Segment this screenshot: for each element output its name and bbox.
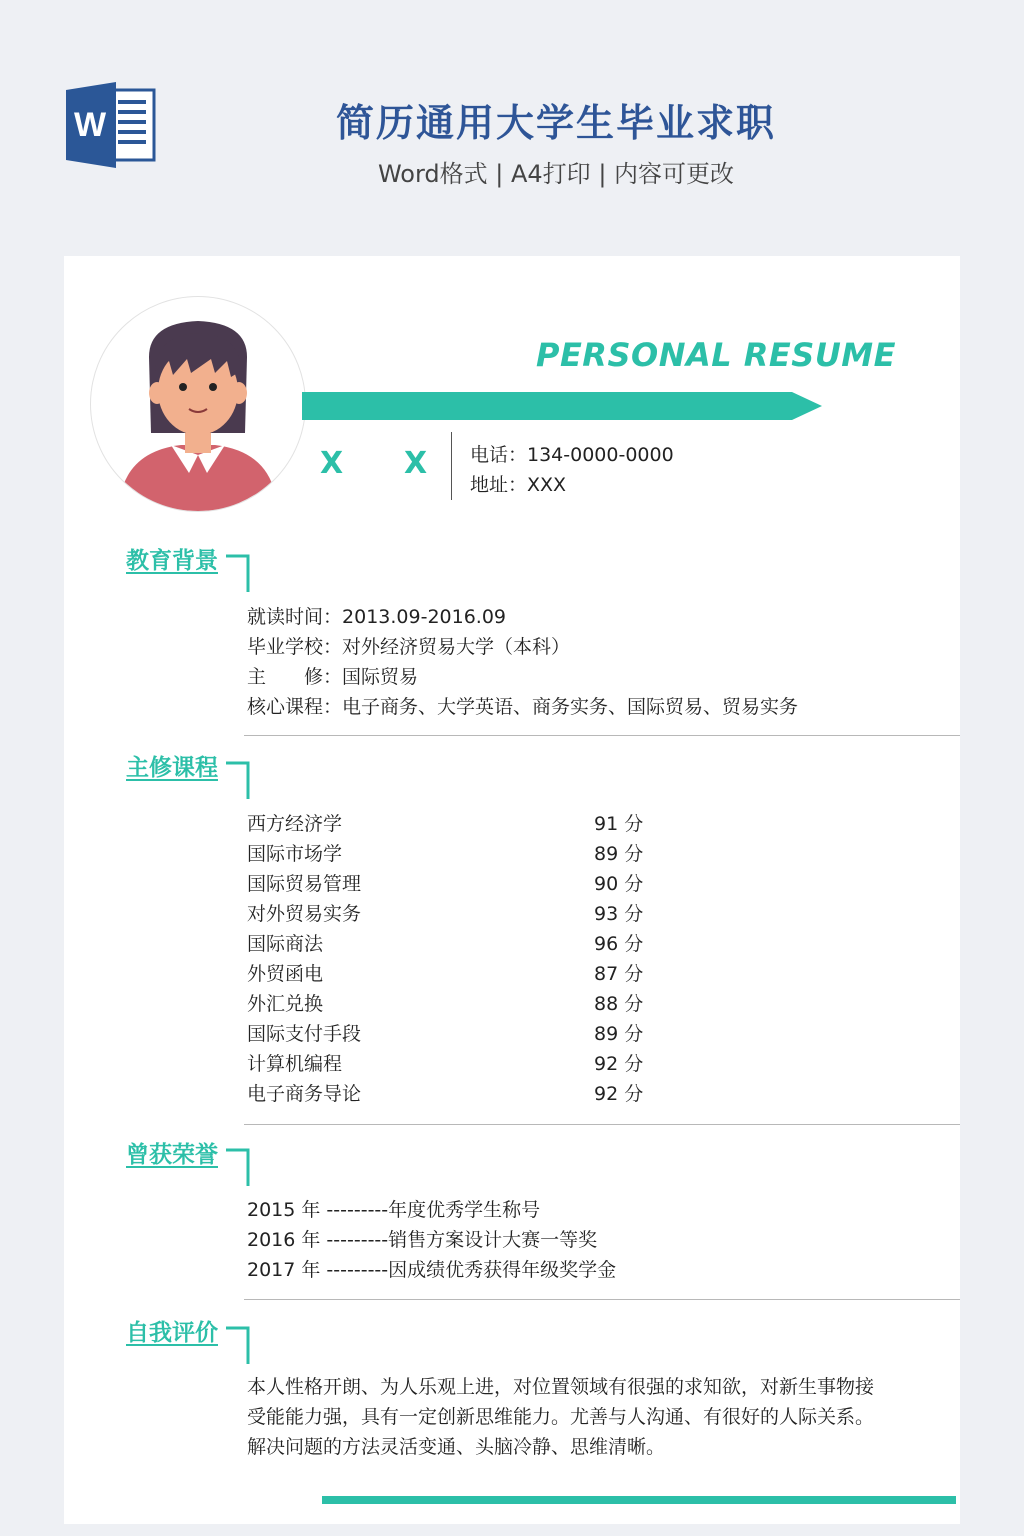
- edu-line: [247, 662, 418, 689]
- course-name: 国际贸易管理: [247, 873, 362, 895]
- avatar-girl-icon: [91, 297, 305, 511]
- course-score: 87 分: [594, 963, 644, 985]
- edu-value: 2013.09-2016.09: [342, 606, 507, 628]
- word-icon-letter: W: [73, 106, 107, 144]
- name-divider: [451, 432, 452, 500]
- edu-line: [247, 602, 506, 629]
- section-title-education: 教育背景: [126, 548, 218, 574]
- course-score: 93 分: [594, 903, 644, 925]
- phone-text: 电话：134-0000-0000: [470, 444, 674, 466]
- course-score: 92 分: [594, 1053, 644, 1075]
- section-bracket: [226, 554, 250, 592]
- course-score: 89 分: [594, 843, 644, 865]
- honor-item: 2015 年 ---------年度优秀学生称号: [247, 1199, 541, 1221]
- course-name: 外贸函电: [247, 963, 324, 985]
- honor-item: 2016 年 ---------销售方案设计大赛一等奖: [247, 1229, 598, 1251]
- section-title-honors: 曾获荣誉: [126, 1142, 218, 1168]
- section-bracket: [226, 1148, 250, 1186]
- edu-label: 就读时间：: [247, 606, 343, 628]
- edu-label: 毕业学校：: [247, 636, 343, 658]
- course-score: 89 分: [594, 1023, 644, 1045]
- name-second: X: [404, 446, 428, 481]
- course-score: 90 分: [594, 873, 644, 895]
- edu-line: [247, 692, 798, 719]
- edu-label: 核心课程：: [247, 696, 343, 718]
- footer-accent-bar: [322, 1496, 956, 1504]
- course-score: 96 分: [594, 933, 644, 955]
- document-title: 简历通用大学生毕业求职: [335, 101, 776, 145]
- edu-value: 国际贸易: [342, 666, 419, 688]
- self-evaluation-text: 本人性格开朗、为人乐观上进，对位置领域有很强的求知欲，对新生事物接受能能力强，具有一定创新思维能力。尤善与人沟通、有很好的人际关系。解决问题的方法灵活变通、头脑冷静、思维清晰。: [247, 1376, 875, 1458]
- course-name: 外汇兑换: [247, 993, 324, 1015]
- course-score: 92 分: [594, 1083, 644, 1105]
- document-subtitle: Word格式 | A4打印 | 内容可更改: [377, 160, 735, 188]
- course-name: 计算机编程: [247, 1053, 343, 1075]
- course-name: 国际市场学: [247, 843, 343, 865]
- honor-item: 2017 年 ---------因成绩优秀获得年级奖学金: [247, 1259, 617, 1281]
- course-score: 91 分: [594, 813, 644, 835]
- resume-card: [64, 256, 960, 1524]
- course-name: 国际商法: [247, 933, 324, 955]
- header-arrow-bar: [302, 392, 822, 420]
- section-bracket: [226, 1326, 250, 1364]
- edu-value: 对外经济贸易大学（本科）: [342, 636, 571, 658]
- course-name: 国际支付手段: [247, 1023, 362, 1045]
- resume-heading: PERSONAL RESUME: [535, 336, 896, 374]
- course-score: 88 分: [594, 993, 644, 1015]
- section-divider: [244, 1299, 960, 1300]
- course-name: 西方经济学: [247, 813, 343, 835]
- edu-value: 电子商务、大学英语、商务实务、国际贸易、贸易实务: [342, 696, 799, 718]
- section-bracket: [226, 761, 250, 799]
- address-text: 地址：XXX: [470, 474, 567, 496]
- section-title-courses: 主修课程: [126, 755, 218, 781]
- course-name: 对外贸易实务: [247, 903, 362, 925]
- name-first: X: [320, 446, 344, 481]
- edu-label: 主 修：: [247, 666, 343, 688]
- section-title-self-evaluation: 自我评价: [126, 1320, 218, 1346]
- avatar: [90, 296, 306, 512]
- course-name: 电子商务导论: [247, 1083, 362, 1105]
- edu-line: [247, 632, 570, 659]
- section-divider: [244, 1124, 960, 1125]
- section-divider: [244, 735, 960, 736]
